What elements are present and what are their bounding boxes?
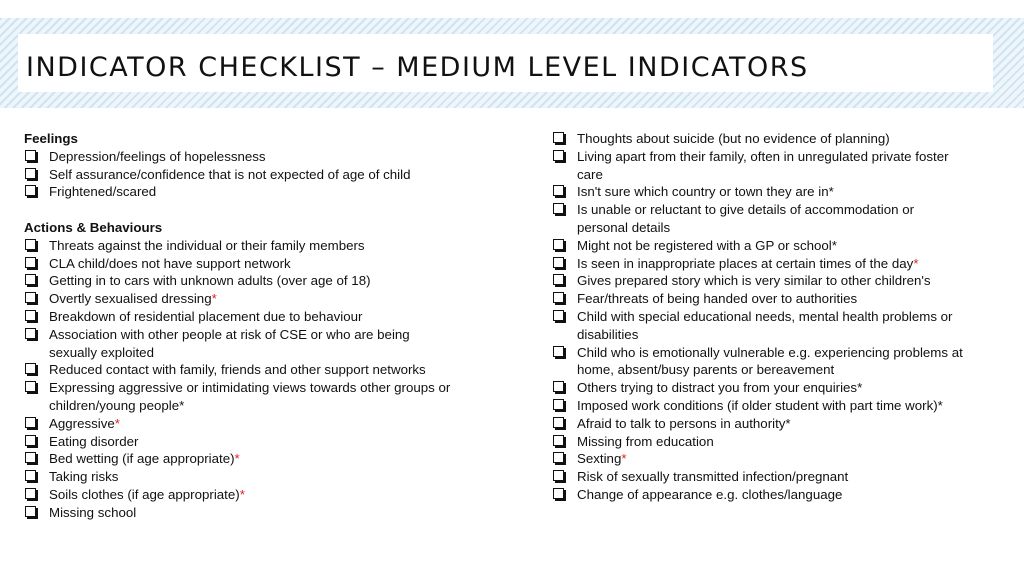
checkbox-icon[interactable] <box>553 203 564 214</box>
red-asterisk: * <box>621 451 627 467</box>
list-item: Association with other people at risk of CSE or who are being <box>24 326 494 344</box>
checkbox-icon[interactable] <box>25 150 36 161</box>
list-item: Child with special educational needs, mental health problems or <box>552 308 992 326</box>
actions-heading: Actions & Behaviours <box>24 219 163 235</box>
checkbox-icon[interactable] <box>25 257 36 268</box>
checkbox-icon[interactable] <box>25 381 36 392</box>
checkbox-icon[interactable] <box>25 292 36 303</box>
checkbox-icon[interactable] <box>25 168 36 179</box>
list-item-continuation: disabilities <box>577 326 639 342</box>
checkbox-icon[interactable] <box>25 417 36 428</box>
checkbox-icon[interactable] <box>553 132 564 143</box>
list-item: Imposed work conditions (if older student with part time work)* <box>552 397 992 415</box>
list-item: Frightened/scared <box>24 183 494 201</box>
checkbox-icon[interactable] <box>553 257 564 268</box>
checkbox-icon[interactable] <box>25 239 36 250</box>
list-item: Bed wetting (if age appropriate)* <box>24 450 494 468</box>
list-item: CLA child/does not have support network <box>24 255 494 273</box>
list-item: Thoughts about suicide (but no evidence of planning) <box>552 130 992 148</box>
checkbox-icon[interactable] <box>553 274 564 285</box>
list-item: Is unable or reluctant to give details of accommodation or <box>552 201 992 219</box>
checkbox-icon[interactable] <box>25 310 36 321</box>
list-item: Expressing aggressive or intimidating views towards other groups or <box>24 379 494 397</box>
list-item: Afraid to talk to persons in authority* <box>552 415 992 433</box>
checkbox-icon[interactable] <box>553 381 564 392</box>
checkbox-icon[interactable] <box>553 435 564 446</box>
list-item: Missing school <box>24 504 494 522</box>
list-item: Change of appearance e.g. clothes/language <box>552 486 992 504</box>
list-item: Depression/feelings of hopelessness <box>24 148 494 166</box>
list-item: Is seen in inappropriate places at certain times of the day* <box>552 255 992 273</box>
list-item: Soils clothes (if age appropriate)* <box>24 486 494 504</box>
checkbox-icon[interactable] <box>553 310 564 321</box>
list-item: Overtly sexualised dressing* <box>24 290 494 308</box>
list-item: Aggressive* <box>24 415 494 433</box>
list-item-continuation: children/young people* <box>49 397 185 413</box>
checkbox-icon[interactable] <box>25 363 36 374</box>
left-column <box>24 130 494 522</box>
title-box <box>18 34 993 92</box>
list-item: Reduced contact with family, friends and other support networks <box>24 361 494 379</box>
list-item: Fear/threats of being handed over to authorities <box>552 290 992 308</box>
list-item: Sexting* <box>552 450 992 468</box>
list-item-continuation: personal details <box>577 219 671 235</box>
checkbox-icon[interactable] <box>25 274 36 285</box>
red-asterisk: * <box>913 255 919 271</box>
list-item-continuation: home, absent/busy parents or bereavement <box>577 362 835 378</box>
checkbox-icon[interactable] <box>25 328 36 339</box>
list-item: Might not be registered with a GP or school* <box>552 237 992 255</box>
red-asterisk: * <box>239 486 245 502</box>
checkbox-icon[interactable] <box>553 185 564 196</box>
list-item: Isn't sure which country or town they are in* <box>552 183 992 201</box>
checkbox-icon[interactable] <box>553 417 564 428</box>
list-item: Getting in to cars with unknown adults (over age of 18) <box>24 272 494 290</box>
page-title: INDICATOR CHECKLIST – MEDIUM LEVEL INDICATORS <box>26 52 809 83</box>
checkbox-icon[interactable] <box>25 470 36 481</box>
checkbox-icon[interactable] <box>553 470 564 481</box>
list-item: Child who is emotionally vulnerable e.g. experiencing problems at <box>552 344 992 362</box>
checkbox-icon[interactable] <box>553 452 564 463</box>
list-item: Eating disorder <box>24 433 494 451</box>
list-item-continuation: sexually exploited <box>49 344 154 360</box>
checkbox-icon[interactable] <box>553 399 564 410</box>
checkbox-icon[interactable] <box>553 239 564 250</box>
list-item: Self assurance/confidence that is not expected of age of child <box>24 166 494 184</box>
red-asterisk: * <box>114 415 120 431</box>
list-item: Taking risks <box>24 468 494 486</box>
section-spacer <box>24 201 494 219</box>
list-item-continuation: care <box>577 166 603 182</box>
list-item: Others trying to distract you from your enquiries* <box>552 379 992 397</box>
checkbox-icon[interactable] <box>553 292 564 303</box>
list-item: Living apart from their family, often in unregulated private foster <box>552 148 992 166</box>
red-asterisk: * <box>211 291 217 307</box>
list-item: Threats against the individual or their family members <box>24 237 494 255</box>
list-item: Gives prepared story which is very similar to other children's <box>552 272 992 290</box>
checkbox-icon[interactable] <box>25 506 36 517</box>
checkbox-icon[interactable] <box>553 150 564 161</box>
checkbox-icon[interactable] <box>25 488 36 499</box>
list-item: Risk of sexually transmitted infection/pregnant <box>552 468 992 486</box>
list-item: Missing from education <box>552 433 992 451</box>
checkbox-icon[interactable] <box>553 488 564 499</box>
checkbox-icon[interactable] <box>553 346 564 357</box>
right-column <box>552 130 992 504</box>
checkbox-icon[interactable] <box>25 452 36 463</box>
checkbox-icon[interactable] <box>25 185 36 196</box>
list-item: Breakdown of residential placement due to behaviour <box>24 308 494 326</box>
checkbox-icon[interactable] <box>25 435 36 446</box>
red-asterisk: * <box>234 451 240 467</box>
feelings-heading: Feelings <box>24 131 78 146</box>
